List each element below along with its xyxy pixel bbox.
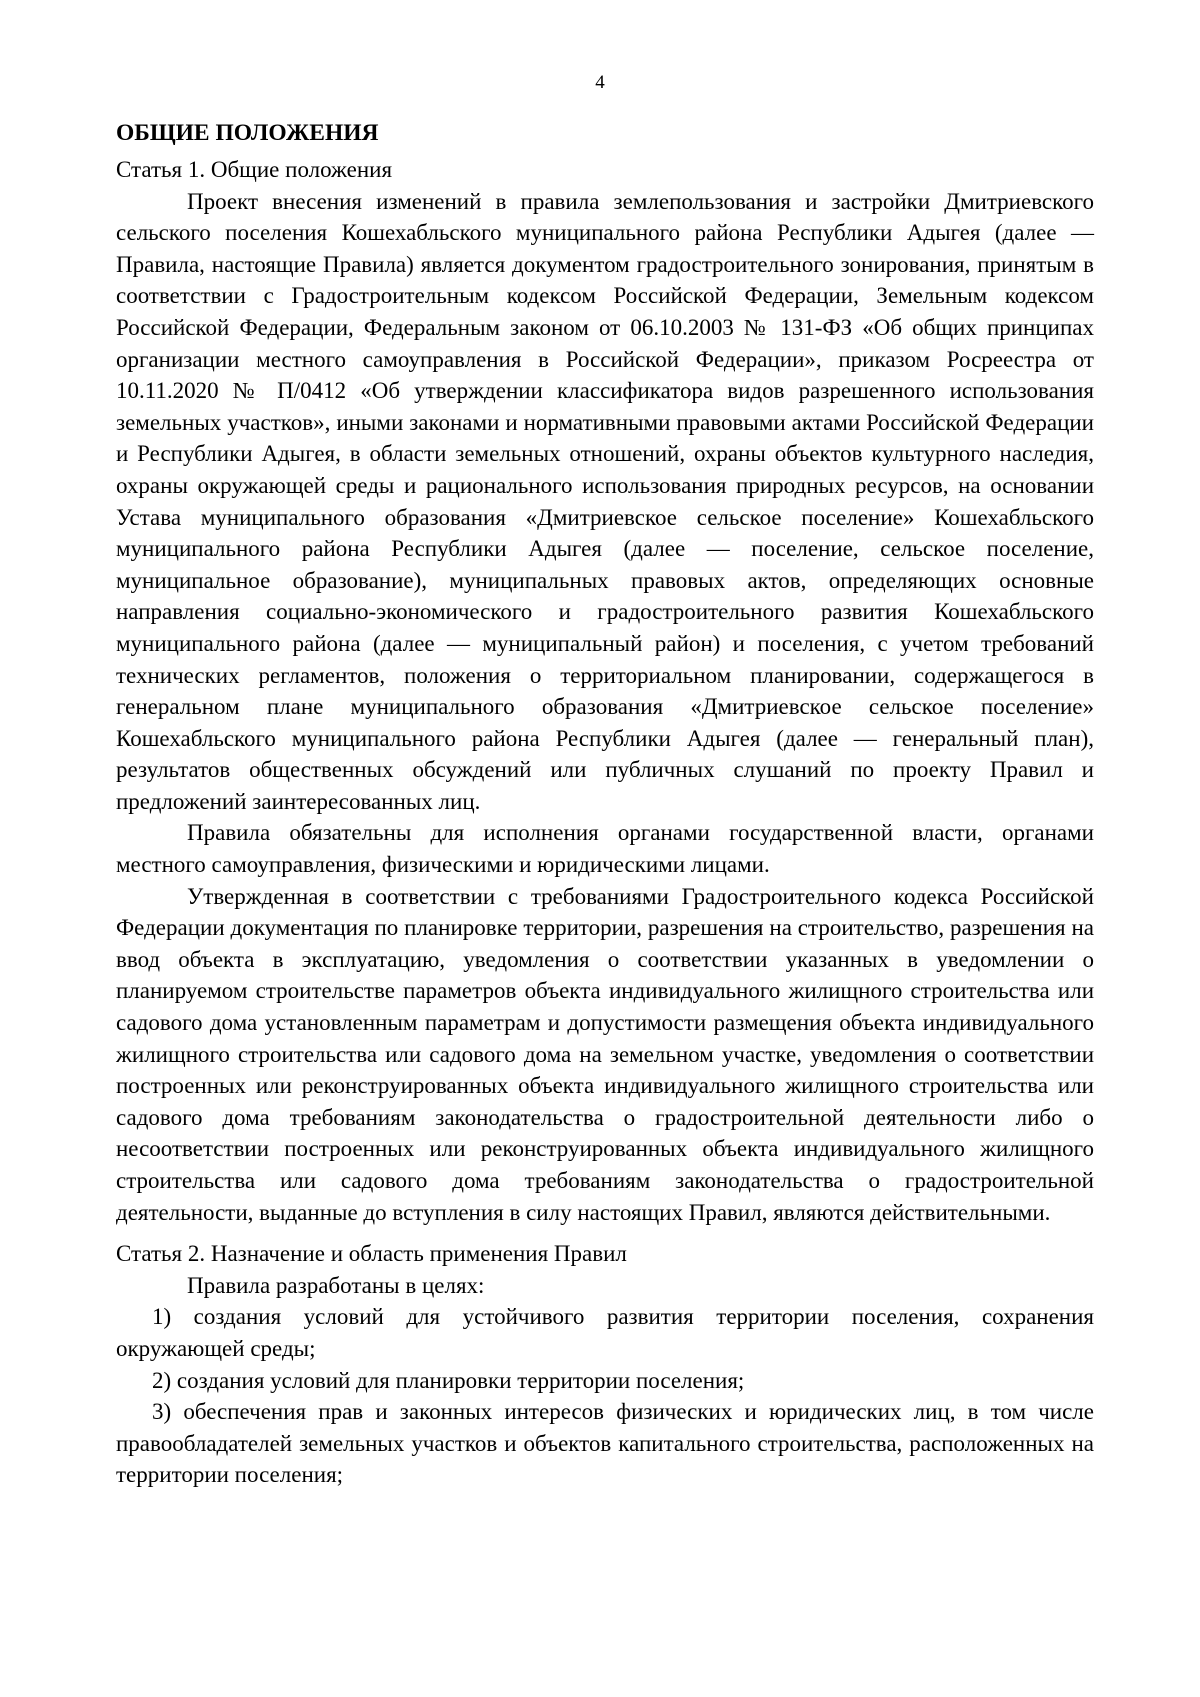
article-2-intro: Правила разработаны в целях:: [187, 1272, 485, 1298]
article-1-paragraph-1: Проект внесения изменений в правила землепользования и застройки Дмитриевского сельского поселения Кошехабльского муниципального района Республики Адыгея (далее — Правила, настоящие Правила) является документом градостроительного зонирования, принятым в соответствии с Градостроительным кодексом Российской Федерации, Земельным кодексом Российской Федерации, Федеральным законом от 06.10.2003 № 131-ФЗ «Об общих принципах организации местного самоуправления в Российской Федерации», приказом Росреестра от 10.11.2020 № П/0412 «Об утверждении классификатора видов разрешенного использования земельных участков», иными законами и нормативными правовыми актами Российской Федерации и Республики Адыгея, в области земельных отношений, охраны объектов культурного наследия, охраны окружающей среды и рационального использования природных ресурсов, на основании Устава муниципального образования «Дмитриевское сельское поселение» Кошехабльского муниципального района Республики Адыгея (далее — поселение, сельское поселение, муниципальное образование), муниципальных правовых актов, определяющих основные направления социально-экономического и градостроительного развития Кошехабльского муниципального района (далее — муниципальный район) и поселения, с учетом требований технических регламентов, положения о территориальном планировании, содержащегося в генеральном плане муниципального образования «Дмитриевское сельское поселение» Кошехабльского муниципального района Республики Адыгея (далее — генеральный план), результатов общественных обсуждений или публичных слушаний по проекту Правил и предложений заинтересованных лиц.: [116, 188, 1094, 814]
list-item-2: 2) создания условий для планировки территории поселения;: [152, 1367, 745, 1393]
article-1-paragraph-3: Утвержденная в соответствии с требованиями Градостроительного кодекса Российской Федерации документация по планировке территории, разрешения на строительство, разрешения на ввод объекта в эксплуатацию, уведомления о соответствии указанных в уведомлении о планируемом строительстве параметров объекта индивидуального жилищного строительства или садового дома установленным параметрам и допустимости размещения объекта индивидуального жилищного строительства или садового дома на земельном участке, уведомления о соответствии построенных или реконструированных объекта индивидуального жилищного строительства или садового дома требованиям законодательства о градостроительной деятельности либо о несоответствии построенных или реконструированных объекта индивидуального жилищного строительства или садового дома требованиям законодательства о градостроительной деятельности, выданные до вступления в силу настоящих Правил, являются действительными.: [116, 883, 1094, 1225]
article-1-paragraph-2: Правила обязательны для исполнения органами государственной власти, органами местного самоуправления, физическими и юридическими лицами.: [116, 820, 1094, 878]
list-item-3: 3) обеспечения прав и законных интересов физических и юридических лиц, в том числе правообладателей земельных участков и объектов капитального строительства, расположенных на территории поселения;: [116, 1399, 1094, 1488]
section-title: ОБЩИЕ ПОЛОЖЕНИЯ: [116, 120, 379, 146]
document-body: [116, 118, 1094, 1491]
article-2-heading: Статья 2. Назначение и область применения Правил: [116, 1241, 627, 1267]
article-1-heading: Статья 1. Общие положения: [116, 157, 393, 182]
page-number: 4: [595, 72, 605, 93]
list-item-1: 1) создания условий для устойчивого развития территории поселения, сохранения окружающей среды;: [116, 1304, 1094, 1361]
